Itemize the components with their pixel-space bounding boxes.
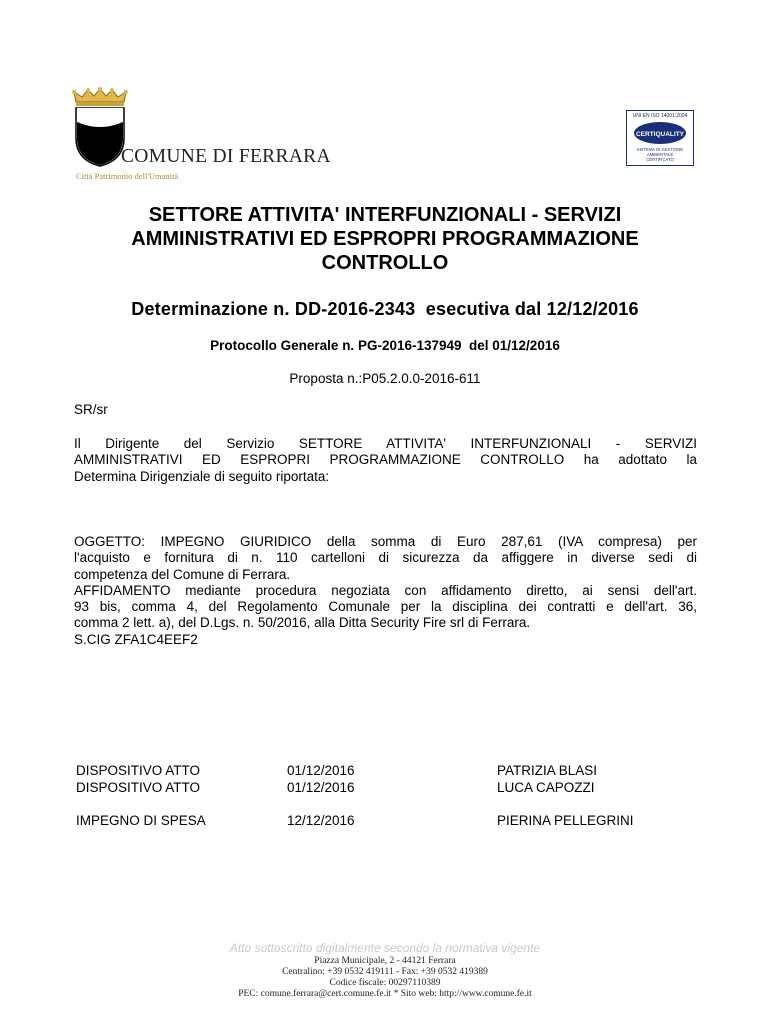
certification-badge	[626, 110, 694, 166]
digital-signature-note: Atto sottoscritto digitalmente secondo la normativa vigente	[229, 941, 541, 955]
footer-fiscal-code: Codice fiscale: 00297110389	[329, 978, 441, 988]
oggetto-line-1: OGGETTO: IMPEGNO GIURIDICO della somma di Euro 287,61 (IVA compresa) per	[74, 534, 697, 549]
footer-address: Piazza Municipale, 2 - 44121 Ferrara	[314, 956, 456, 966]
signature-date: 01/12/2016	[287, 763, 355, 778]
intro-paragraph	[74, 436, 697, 485]
signature-name: PIERINA PELLEGRINI	[497, 813, 634, 828]
intro-line-2: AMMINISTRATIVI ED ESPROPRI PROGRAMMAZIONE CONTROLLO ha adottato la	[74, 452, 697, 468]
signature-name: PATRIZIA BLASI	[497, 763, 598, 778]
logo-name: COMUNE DI FERRARA	[121, 146, 331, 167]
oggetto-line-4: AFFIDAMENTO mediante procedura negoziata con affidamento diretto, ai sensi dell'art.	[74, 582, 697, 598]
oggetto-line-2: l'acquisto e fornitura di n. 110 cartelloni di sicurezza da affiggere in diverse sedi di	[74, 550, 697, 566]
signature-date: 12/12/2016	[287, 813, 355, 828]
section-title-line-3: CONTROLLO	[321, 252, 449, 274]
cert-badge-name: CERTIQUALITY	[635, 131, 685, 138]
protocollo-line: Protocollo Generale n. PG-2016-137949 del 01/12/2016	[210, 338, 560, 353]
section-title	[0, 203, 770, 275]
logo-subtitle: Città Patrimonio dell'Umanità	[76, 171, 179, 181]
oggetto-line-5: 93 bis, comma 4, del Regolamento Comunale per la disciplina dei contratti e dell'art. 36,	[74, 599, 697, 615]
cert-badge-top: UNI EN ISO 14001:2004	[632, 113, 688, 119]
signature-act: IMPEGNO DI SPESA	[76, 813, 206, 828]
certiquality-icon	[627, 119, 693, 147]
oggetto-line-6: comma 2 lett. a), del D.Lgs. n. 50/2016, alla Ditta Security Fire srl di Ferrara.	[74, 615, 531, 631]
signature-name: LUCA CAPOZZI	[497, 779, 595, 795]
intro-line-1: Il Dirigente del Servizio SETTORE ATTIVITA' INTERFUNZIONALI - SERVIZI	[74, 436, 697, 451]
oggetto-paragraph	[74, 534, 697, 648]
initials: SR/sr	[74, 402, 108, 417]
oggetto-line-7: S.CIG ZFA1C4EEF2	[74, 631, 198, 647]
intro-line-3: Determina Dirigenziale di seguito riportata:	[74, 468, 330, 484]
signature-date: 01/12/2016	[287, 779, 355, 795]
proposta-line: Proposta n.:P05.2.0.0-2016-611	[289, 371, 481, 386]
section-title-line-1: SETTORE ATTIVITA' INTERFUNZIONALI - SERVIZI	[148, 204, 622, 226]
signature-act: DISPOSITIVO ATTO	[76, 763, 201, 778]
footer-phone: Centralino: +39 0532 419111 - Fax: +39 0532 419389	[282, 967, 488, 977]
footer-pec: PEC: comune.ferrara@cert.comune.fe.it * Sito web: http://www.comune.fe.it	[238, 989, 532, 999]
section-title-line-2: AMMINISTRATIVI ED ESPROPRI PROGRAMMAZIONE	[131, 228, 639, 250]
cert-badge-caption: SISTEMA DI GESTIONE AMBIENTALE CERTIFICATO	[636, 147, 684, 162]
oggetto-line-3: competenza del Comune di Ferrara.	[74, 566, 291, 582]
signature-act: DISPOSITIVO ATTO	[76, 779, 201, 795]
determinazione-heading: Determinazione n. DD-2016-2343 esecutiva dal 12/12/2016	[131, 299, 639, 319]
